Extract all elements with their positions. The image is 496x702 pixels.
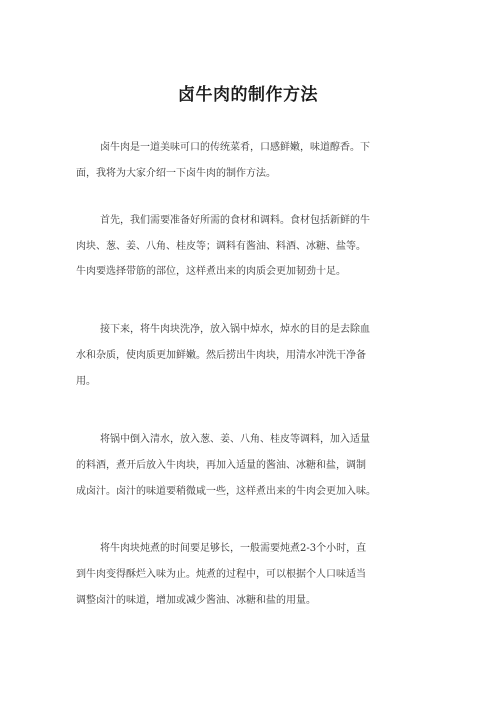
paragraph-line: 到牛肉变得酥烂入味为止。炖煮的过程中，可以根据个人口味适当 (76, 569, 366, 580)
paragraph-line: 牛肉要选择带筋的部位，这样煮出来的肉质会更加韧劲十足。 (76, 266, 346, 277)
paragraph-line: 的料酒，煮开后放入牛肉块，再加入适量的酱油、冰糖和盐，调制 (76, 460, 366, 471)
paragraph-line: 接下来，将牛肉块洗净，放入锅中焯水，焯水的目的是去除血 (100, 324, 370, 335)
paragraph-line: 用。 (76, 376, 96, 387)
paragraph-line: 水和杂质，使肉质更加鲜嫩。然后捞出牛肉块，用清水冲洗干净备 (76, 350, 366, 361)
paragraph-line: 肉块、葱、姜、八角、桂皮等；调料有酱油、料酒、冰糖、盐等。 (76, 241, 366, 252)
paragraph-line: 调整卤汁的味道，增加或减少酱油、冰糖和盐的用量。 (76, 595, 316, 606)
paragraph-line: 卤牛肉是一道美味可口的传统菜肴，口感鲜嫩，味道醇香。下 (100, 142, 370, 153)
paragraph-line: 将牛肉块炖煮的时间要足够长，一般需要炖煮2-3个小时，直 (100, 543, 367, 554)
paragraph-line: 将锅中倒入清水，放入葱、姜、八角、桂皮等调料，加入适量 (100, 434, 370, 445)
paragraph-line: 面，我将为大家介绍一下卤牛肉的制作方法。 (76, 168, 276, 179)
document-title: 卤牛肉的制作方法 (178, 85, 318, 105)
paragraph-line: 首先，我们需要准备好所需的食材和调料。食材包括新鲜的牛 (100, 215, 370, 226)
paragraph-line: 成卤汁。卤汁的味道要稍微咸一些，这样煮出来的牛肉会更加入味。 (76, 486, 376, 497)
